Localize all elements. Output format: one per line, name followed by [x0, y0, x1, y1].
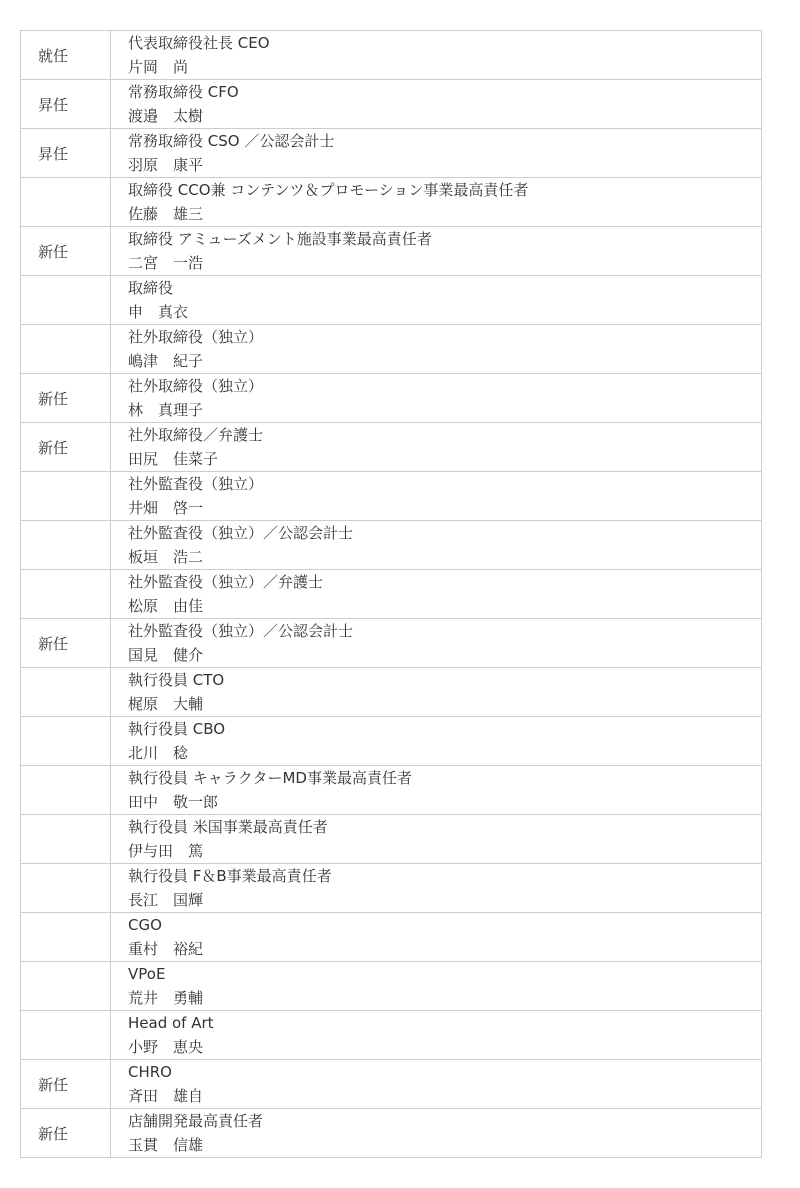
status-cell — [21, 717, 111, 766]
officer-table-body — [21, 31, 762, 1158]
officer-name: 斉田 雄自 — [128, 1087, 204, 1105]
role-title: 代表取締役社長 CEO — [128, 34, 270, 52]
officer-info-cell — [111, 570, 762, 619]
officer-info-cell — [111, 962, 762, 1011]
role-title: 執行役員 CBO — [128, 720, 226, 738]
status-cell — [21, 1011, 111, 1060]
officer-info-cell — [111, 1011, 762, 1060]
officer-info-cell — [111, 178, 762, 227]
table-row — [21, 227, 762, 276]
status-cell: 新任 — [21, 227, 111, 276]
officer-info-cell — [111, 472, 762, 521]
table-row — [21, 962, 762, 1011]
status-cell — [21, 815, 111, 864]
table-row — [21, 766, 762, 815]
status-cell — [21, 864, 111, 913]
officer-name: 重村 裕紀 — [128, 940, 204, 958]
status-cell — [21, 962, 111, 1011]
officer-table — [20, 30, 762, 1158]
table-row — [21, 570, 762, 619]
officer-name: 長江 国輝 — [128, 891, 204, 909]
officer-info-cell — [111, 423, 762, 472]
officer-name: 井畑 啓一 — [128, 499, 204, 517]
status-cell: 新任 — [21, 374, 111, 423]
role-title: 取締役 CCO兼 コンテンツ＆プロモーション事業最高責任者 — [128, 181, 529, 199]
table-row — [21, 374, 762, 423]
role-title: 常務取締役 CFO — [128, 83, 239, 101]
table-row — [21, 31, 762, 80]
officer-name: 板垣 浩二 — [128, 548, 204, 566]
role-title: 社外監査役（独立）／公認会計士 — [128, 524, 354, 542]
officer-name: 嶋津 紀子 — [128, 352, 204, 370]
table-row — [21, 619, 762, 668]
table-row — [21, 521, 762, 570]
status-cell: 新任 — [21, 1109, 111, 1158]
officer-info-cell — [111, 619, 762, 668]
table-row — [21, 276, 762, 325]
status-cell — [21, 276, 111, 325]
status-cell: 新任 — [21, 619, 111, 668]
role-title: 執行役員 米国事業最高責任者 — [128, 818, 328, 836]
officer-name: 申 真衣 — [128, 303, 189, 321]
officer-info-cell — [111, 31, 762, 80]
table-row — [21, 80, 762, 129]
officer-name: 松原 由佳 — [128, 597, 204, 615]
table-row — [21, 1060, 762, 1109]
role-title: 執行役員 CTO — [128, 671, 225, 689]
officer-info-cell — [111, 668, 762, 717]
officer-info-cell — [111, 521, 762, 570]
officer-info-cell — [111, 864, 762, 913]
status-cell — [21, 668, 111, 717]
role-title: 社外監査役（独立）／弁護士 — [128, 573, 324, 591]
table-row — [21, 815, 762, 864]
officer-name: 羽原 康平 — [128, 156, 204, 174]
table-row — [21, 423, 762, 472]
officer-name: 渡邉 太樹 — [128, 107, 204, 125]
officer-info-cell — [111, 227, 762, 276]
table-row — [21, 717, 762, 766]
role-title: 執行役員 キャラクターMD事業最高責任者 — [128, 769, 412, 787]
status-cell: 昇任 — [21, 129, 111, 178]
role-title: 常務取締役 CSO ／公認会計士 — [128, 132, 335, 150]
officer-info-cell — [111, 1109, 762, 1158]
officer-name: 佐藤 雄三 — [128, 205, 204, 223]
officer-info-cell — [111, 913, 762, 962]
role-title: CHRO — [128, 1063, 172, 1081]
status-cell — [21, 178, 111, 227]
officer-name: 玉貫 信雄 — [128, 1136, 204, 1154]
officer-info-cell — [111, 717, 762, 766]
officer-info-cell — [111, 815, 762, 864]
officer-info-cell — [111, 766, 762, 815]
officer-info-cell — [111, 374, 762, 423]
officer-name: 伊与田 篤 — [128, 842, 204, 860]
officer-name: 田尻 佳菜子 — [128, 450, 219, 468]
role-title: 社外取締役（独立） — [128, 328, 264, 346]
status-cell: 新任 — [21, 1060, 111, 1109]
role-title: 社外監査役（独立）／公認会計士 — [128, 622, 354, 640]
officer-name: 梶原 大輔 — [128, 695, 204, 713]
role-title: 取締役 — [128, 279, 174, 297]
officer-info-cell — [111, 325, 762, 374]
role-title: Head of Art — [128, 1014, 214, 1032]
role-title: 社外監査役（独立） — [128, 475, 264, 493]
role-title: 店舗開発最高責任者 — [128, 1112, 264, 1130]
role-title: 執行役員 F＆B事業最高責任者 — [128, 867, 332, 885]
officer-name: 北川 稔 — [128, 744, 189, 762]
status-cell — [21, 521, 111, 570]
status-cell — [21, 325, 111, 374]
status-cell — [21, 472, 111, 521]
status-cell: 昇任 — [21, 80, 111, 129]
role-title: CGO — [128, 916, 162, 934]
status-cell: 新任 — [21, 423, 111, 472]
role-title: VPoE — [128, 965, 166, 983]
officer-name: 国見 健介 — [128, 646, 204, 664]
role-title: 取締役 アミューズメント施設事業最高責任者 — [128, 230, 432, 248]
officer-name: 小野 恵央 — [128, 1038, 204, 1056]
table-row — [21, 178, 762, 227]
role-title: 社外取締役／弁護士 — [128, 426, 264, 444]
officer-name: 二宮 一浩 — [128, 254, 204, 272]
officer-info-cell — [111, 276, 762, 325]
officer-name: 荒井 勇輔 — [128, 989, 204, 1007]
status-cell: 就任 — [21, 31, 111, 80]
table-row — [21, 668, 762, 717]
table-row — [21, 129, 762, 178]
officer-name: 片岡 尚 — [128, 58, 189, 76]
table-row — [21, 1011, 762, 1060]
table-row — [21, 913, 762, 962]
officer-name: 林 真理子 — [128, 401, 204, 419]
table-row — [21, 864, 762, 913]
status-cell — [21, 913, 111, 962]
status-cell — [21, 766, 111, 815]
officer-info-cell — [111, 129, 762, 178]
status-cell — [21, 570, 111, 619]
role-title: 社外取締役（独立） — [128, 377, 264, 395]
officer-info-cell — [111, 80, 762, 129]
officer-info-cell — [111, 1060, 762, 1109]
table-row — [21, 325, 762, 374]
officer-name: 田中 敬一郎 — [128, 793, 219, 811]
table-row — [21, 472, 762, 521]
table-row — [21, 1109, 762, 1158]
